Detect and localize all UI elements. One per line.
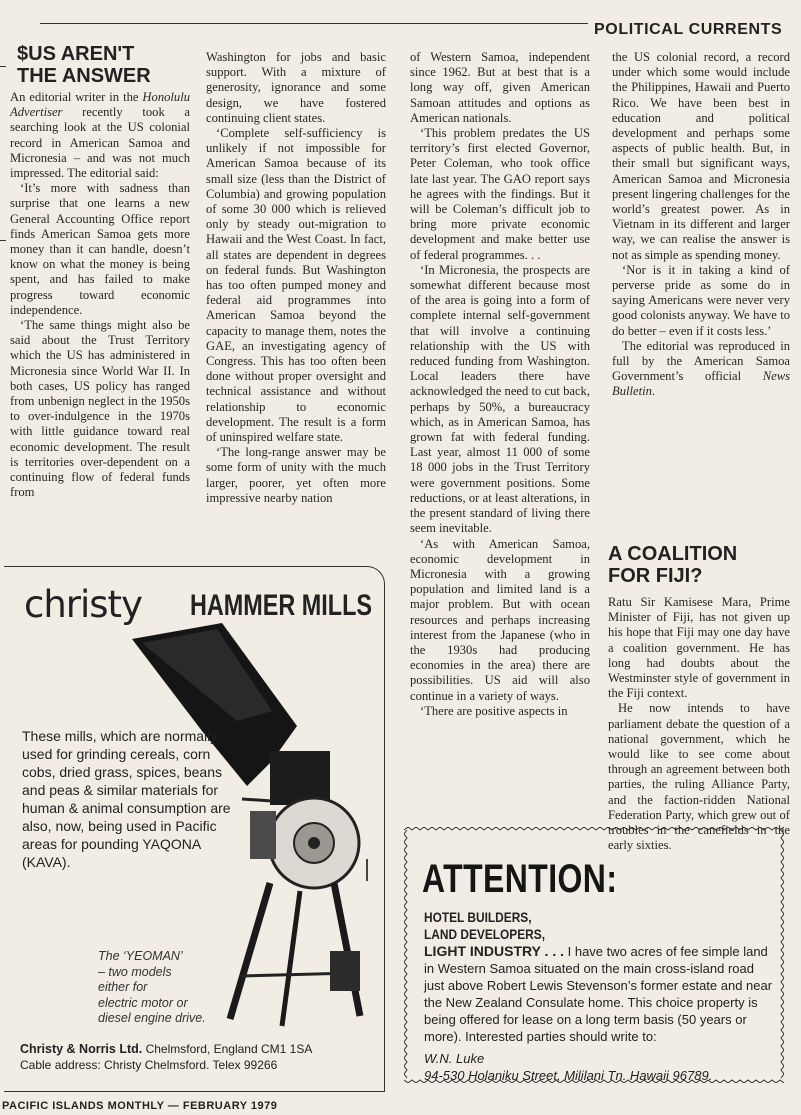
article-paragraph: ‘There are positive aspects in: [420, 703, 568, 718]
article-paragraph: ‘Nor is it in taking a kind of perverse pride as some do in saying Americans were never very good colonists anyway. We have to do better – even if it costs less.’: [612, 262, 790, 338]
article-paragraph: Washington for jobs and basic support. With a mixture of generosity, ignorance and some design, we have fostered continuing client states.: [206, 50, 386, 125]
margin-mark: [0, 66, 6, 67]
publication-name: Honolulu Advertiser: [10, 90, 190, 120]
article-paragraph: ‘The long-range answer may be some form of unity with the much larger, poorer, yet often more impressive nearby nation: [206, 445, 386, 505]
article-paragraph: Ratu Sir Kamisese Mara, Prime Minister of Fiji, has not given up his hope that Fiji may one day have a coalition government. He has long had doubts about the Westminster style of government in the Fiji context.: [608, 595, 790, 701]
article-paragraph: An editorial writer in the Honolulu Advertiser recently took a searching look at the US colonial record in American Samoa and Micronesia – and was not much impressed. The editorial said:: [10, 90, 190, 181]
article-column-3: [410, 50, 590, 719]
ad-body-text: These mills, which are normally used for grinding cereals, corn cobs, dried grass, spices, beans and peas & similar materials for human & animal consumption are also, now, being used in Pacific areas for pounding YAQONA (KAVA).: [22, 728, 231, 870]
wavy-border-top: [404, 827, 784, 833]
article-column-2: [206, 50, 386, 506]
article-paragraph: ‘In Micronesia, the prospects are somewhat different because most of the area is going into a form of complete internal self-government that will involve a continuing relationship with the US with reduced funding from Washington. Local leaders there have acknowledged the need to cut back, perhaps by 50%, a bureaucracy which, as in American Samoa, has grown fat with federal funding. Last year, almost 11 000 of some 18 000 jobs in the Trust Territory were government positions. Some reductions, or at least alterations, in the present standard of living there seem inevitable.: [410, 262, 590, 536]
publication-name: News Bulletin: [612, 369, 790, 399]
cable-address: Cable address: Christy Chelmsford. Telex 99266: [20, 1058, 278, 1072]
company-name: Christy & Norris Ltd.: [20, 1042, 143, 1056]
article-paragraph: ‘As with American Samoa, economic development in Micronesia with a growing population and limited land is a major problem. But with ocean resources and perhaps increasing interest from the Japanese (who in the 1930s had producing economies in the area) there are possibilities. US aid will also continue in a variety of ways.: [410, 536, 590, 703]
fiji-article: [608, 543, 790, 853]
attention-body: HOTEL BUILDERS, LAND DEVELOPERS, LIGHT INDUSTRY . . . I have two acres of fee simple land in Western Samoa situated on the main cross-island road just above Robert Lewis Stevenson’s former estate and near the New Zealand Consulate home. This choice property is being offered for lease on a long term basis (50 years or more). Interested parties should write to: W.N. Luke 94-530 Holaniku Street, Mililani Tn. Hawaii 96789.: [424, 909, 773, 1083]
article-paragraph: The editorial was reproduced in full by the American Samoa Government’s official News Bulletin.: [612, 338, 790, 399]
wavy-border-left: [404, 830, 410, 1080]
article-paragraph: ‘The same things might also be said about the Trust Territory which the US has administered in Micronesia since World War II. In both cases, US policy has ranged from unbenign neglect in the 1950s to over-indulgence in the 1970s with little guidance toward real economic development. The result is territories over-dependent on a continuing flow of federal funds from: [10, 318, 190, 500]
company-contact: Christy & Norris Ltd. Chelmsford, England CM1 1SA Cable address: Christy Chelmsford. Telex 99266: [20, 1041, 380, 1073]
article-paragraph: ‘Complete self-sufficiency is unlikely if not impossible for American Samoa because of its small size (less than the District of Columbia) and growing population of some 30 000 which is relieved only by steady out-migration to Hawaii and the West Coast. In fact, all states are dependent in degrees on federal funds. But Washington has too often pumped money and federal aid programmes into American Samoa beyond the capacity to manage them, notes the GAE, an investigating agency of Congress. This has too often been done without proper oversight and technical assistance and without relationship to economic development. The result is a form of uninspired welfare state.: [206, 126, 386, 445]
page-footer: PACIFIC ISLANDS MONTHLY — FEBRUARY 1979: [2, 1100, 278, 1112]
article-paragraph: of Western Samoa, independent since 1962. But at best that is a long way off, given American Samoan attitudes and options as American nationals.: [410, 50, 590, 125]
article-paragraph: the US colonial record, a record under which some would include the Philippines, Hawaii and Puerto Rico. We have been best in education and political development and perhaps some aspects of public health. But, in their small but significant ways, American Samoa and Micronesia present lingering challenges for the world’s greatest power. As in Vietnam in its different and larger way, we can realise the answer is not as simple as spending money.: [612, 50, 790, 262]
article-headline: $US AREN'T THE ANSWER: [17, 43, 151, 87]
attention-title: ATTENTION:: [422, 857, 618, 901]
section-title: POLITICAL CURRENTS: [594, 21, 783, 38]
margin-mark: [0, 240, 6, 241]
article-paragraph: ‘This problem predates the US territory’s first elected Governor, Peter Coleman, who took office late last year. The GAO report says he agrees with the findings. But it will be Coleman’s difficult job to bring more private economic development and make better use of federal programmes. . .: [410, 126, 590, 262]
wavy-border-right: [778, 830, 784, 1080]
attention-signature: W.N. Luke 94-530 Holaniku Street, Mililani Tn. Hawaii 96789.: [424, 1051, 713, 1083]
article-paragraph: He now intends to have parliament debate the question of a national government, which he would like to see come about through an agreement between both parties, the ruling Alliance Party, and the faction-ridden National Federation Party, which grew out of troubles in the canefields in the early sixties.: [608, 701, 790, 853]
article-column-4: [612, 50, 790, 400]
article-headline: A COALITION FOR FIJI?: [608, 543, 738, 587]
article-paragraph: ‘It’s more with sadness than surprise that one learns a new General Accounting Office report finds American Samoa gets more money than it can handle, doesn’t know on what the money is being spent, and has failed to make progress toward economic independence.: [10, 181, 190, 317]
header-rule: [40, 23, 588, 24]
product-caption: The ‘YEOMAN’ – two models either for electric motor or diesel engine drive.: [98, 949, 206, 1025]
christy-logo: christy: [24, 583, 142, 626]
attention-advertisement: [404, 827, 784, 1083]
product-name: HAMMER MILLS: [190, 589, 372, 622]
article-column-1: [10, 43, 190, 500]
christy-advertisement: [4, 566, 385, 1092]
